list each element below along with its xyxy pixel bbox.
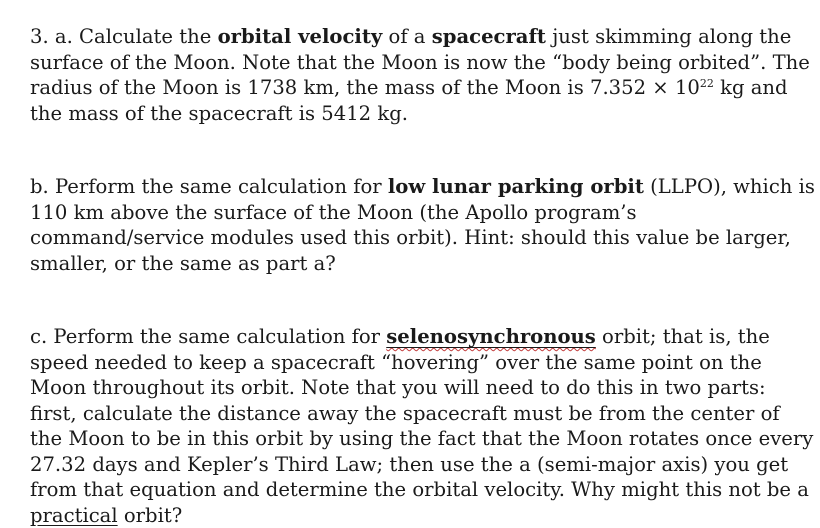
question-3c-text-3: orbit? [117,503,183,527]
question-3b-text-1: b. Perform the same calculation for [30,175,388,198]
question-3b [30,174,815,276]
document-body [30,24,815,528]
question-3c-text-1: c. Perform the same calculation for [30,325,387,348]
question-3a-text-2: of a [382,25,432,48]
question-3a-text-1: 3. a. Calculate the [30,25,218,48]
term-selenosynchronous: selenosynchronous [386,325,596,348]
paragraph-spacer [30,126,815,174]
question-3c [30,324,815,528]
term-practical: practical [30,503,118,527]
term-orbital-velocity: orbital velocity [217,25,383,48]
exponent: 22 [699,77,714,90]
paragraph-spacer [30,276,815,324]
question-3b-text-2: (LLPO), which is 110 km above the surface of the Moon (the Apollo program’s command/service modules used this orbit). Hint: should this value be larger, smaller, or the same as part a? [30,175,815,275]
question-3a-text-4: kg and the mass of the spacecraft is 5412 kg. [30,76,788,125]
question-3a [30,24,815,126]
question-3c-text-2: orbit; that is, the speed needed to keep a spacecraft “hovering” over the same point on the Moon throughout its orbit. Note that you will need to do this in two parts: first, calculate the distance away the spacecraft must be from the center of the Moon to be in this orbit by using the fact that the Moon rotates once every 27.32 days and Kepler’s Third Law; then use the a (semi-major axis) you get from that equation and determine the orbital velocity. Why might this not be a [30,325,814,501]
spellcheck-underline[interactable] [386,325,596,348]
term-spacecraft: spacecraft [431,25,546,48]
question-3a-text-3: just skimming along the surface of the Moon. Note that the Moon is now the “body being orbited”. The radius of the Moon is 1738 km, the mass of the Moon is 7.352 × 10 [30,25,810,99]
term-low-lunar-parking-orbit: low lunar parking orbit [387,175,644,198]
